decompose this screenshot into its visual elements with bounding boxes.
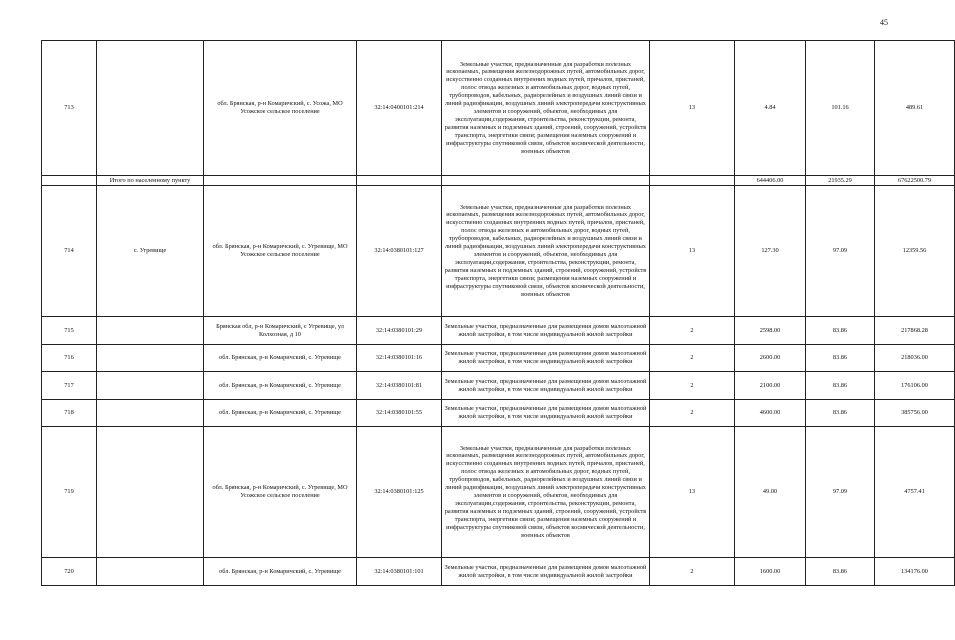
address-cell: обл. Брянская, р-н Комаричский, с. Угревище — [204, 345, 357, 372]
address-cell — [204, 176, 357, 186]
cadastral-value-table — [41, 40, 955, 586]
row-number-cell: 714 — [42, 186, 97, 317]
zone-group-cell: 13 — [650, 186, 735, 317]
cadastral-value-cell: 4757.41 — [875, 427, 955, 558]
table-row — [42, 372, 955, 400]
area-cell: 2600.00 — [735, 345, 806, 372]
land-purpose-cell: Земельные участки, предназначенные для размещения домов малоэтажной жилой застройки, в том числе индивидуальной жилой застройки — [442, 345, 650, 372]
land-purpose-cell: Земельные участки, предназначенные для размещения домов малоэтажной жилой застройки, в том числе индивидуальной жилой застройки — [442, 317, 650, 345]
address-cell: обл. Брянская, р-н Комаричский, с. Усожа, МО Усожское сельское поселение — [204, 41, 357, 176]
land-purpose-cell: Земельные участки, предназначенные для размещения домов малоэтажной жилой застройки, в том числе индивидуальной жилой застройки — [442, 372, 650, 400]
cadastral-value-cell: 176106.00 — [875, 372, 955, 400]
subtotal-label: Итого по населенному пункту — [97, 176, 204, 186]
area-cell: 127.30 — [735, 186, 806, 317]
cadastral-value-cell: 218036.00 — [875, 345, 955, 372]
area-cell: 1600.00 — [735, 558, 806, 586]
specific-value-cell: 101.16 — [806, 41, 875, 176]
row-number-cell: 713 — [42, 41, 97, 176]
specific-value-cell: 97.09 — [806, 427, 875, 558]
cadastral-number-cell: 32:14:0380101:81 — [357, 372, 442, 400]
cadastral-value-cell: 12359.56 — [875, 186, 955, 317]
land-purpose-cell — [442, 176, 650, 186]
locality-cell — [97, 345, 204, 372]
locality-cell — [97, 558, 204, 586]
specific-value-cell: 97.09 — [806, 186, 875, 317]
address-cell: обл. Брянская, р-н Комаричский, с. Угревище — [204, 372, 357, 400]
table-row — [42, 317, 955, 345]
row-number-cell: 720 — [42, 558, 97, 586]
land-purpose-cell: Земельные участки, предназначенные для размещения домов малоэтажной жилой застройки, в том числе индивидуальной жилой застройки — [442, 558, 650, 586]
zone-group-cell — [650, 176, 735, 186]
cadastral-number-cell: 32:14:0400101:214 — [357, 41, 442, 176]
cadastral-number-cell: 32:14:0380101:101 — [357, 558, 442, 586]
specific-value-cell: 83.86 — [806, 558, 875, 586]
zone-group-cell: 2 — [650, 345, 735, 372]
cadastral-number-cell — [357, 176, 442, 186]
cadastral-value-cell: 217868.28 — [875, 317, 955, 345]
cadastral-number-cell: 32:14:0380101:55 — [357, 400, 442, 427]
area-cell: 2100.00 — [735, 372, 806, 400]
address-cell: обл. Брянская, р-н Комаричский, с. Угревище, МО Усожское сельское поселение — [204, 186, 357, 317]
specific-value-cell: 21935.29 — [806, 176, 875, 186]
specific-value-cell: 83.86 — [806, 317, 875, 345]
locality-cell — [97, 317, 204, 345]
address-cell: Брянская обл, р-н Комаричский, с Угревище, ул Колхозная, д 10 — [204, 317, 357, 345]
cadastral-number-cell: 32:14:0380101:125 — [357, 427, 442, 558]
specific-value-cell: 83.86 — [806, 400, 875, 427]
table-row — [42, 400, 955, 427]
specific-value-cell: 83.86 — [806, 345, 875, 372]
row-number-cell: 716 — [42, 345, 97, 372]
land-purpose-cell: Земельные участки, предназначенные для разработки полезных ископаемых, размещения железнодорожных путей, автомобильных дорог, искусственно созданных внутренних водных путей, причалов, пристаней, полос отвода железных и автомобильных дорог, водных путей, трубопроводов, кабельных, радиорелейных и воздушных линий связи и линий радиофикации, воздушных линий электропередачи конструктивных элементов и сооружений, объектов, необходимых для эксплуатации,содержания, строительства, реконструкции, ремонта, развития наземных и подземных зданий, строений, сооружений, устройств транспорта, энергетики связи; размещения наземных сооружений и инфраструктуры спутниковой связи, объектов космической деятельности, военных объектов — [442, 427, 650, 558]
zone-group-cell: 13 — [650, 427, 735, 558]
area-cell: 644406.00 — [735, 176, 806, 186]
table-row — [42, 558, 955, 586]
zone-group-cell: 13 — [650, 41, 735, 176]
cadastral-value-cell: 134176.00 — [875, 558, 955, 586]
row-number-cell: 715 — [42, 317, 97, 345]
cadastral-number-cell: 32:14:0380101:127 — [357, 186, 442, 317]
cadastral-value-cell: 385756.00 — [875, 400, 955, 427]
specific-value-cell: 83.86 — [806, 372, 875, 400]
cadastral-value-cell: 489.61 — [875, 41, 955, 176]
land-purpose-cell: Земельные участки, предназначенные для разработки полезных ископаемых, размещения железнодорожных путей, автомобильных дорог, искусственно созданных внутренних водных путей, причалов, пристаней, полос отвода железных и автомобильных дорог, водных путей, трубопроводов, кабельных, радиорелейных и воздушных линий связи и линий радиофикации, воздушных линий электропередачи конструктивных элементов и сооружений, объектов, необходимых для эксплуатации,содержания, строительства, реконструкции, ремонта, развития наземных и подземных зданий, строений, сооружений, устройств транспорта, энергетики связи; размещения наземных сооружений и инфраструктуры спутниковой связи, объектов космической деятельности, военных объектов — [442, 186, 650, 317]
locality-cell — [97, 427, 204, 558]
zone-group-cell: 2 — [650, 400, 735, 427]
address-cell: обл. Брянская, р-н Комаричский, с. Угревище, МО Усожское сельское поселение — [204, 427, 357, 558]
row-number-cell — [42, 176, 97, 186]
row-number-cell: 718 — [42, 400, 97, 427]
table-row — [42, 186, 955, 317]
area-cell: 4.84 — [735, 41, 806, 176]
zone-group-cell: 2 — [650, 558, 735, 586]
subtotal-row — [42, 176, 955, 186]
table-row — [42, 345, 955, 372]
land-purpose-cell: Земельные участки, предназначенные для размещения домов малоэтажной жилой застройки, в том числе индивидуальной жилой застройки — [442, 400, 650, 427]
locality-cell — [97, 41, 204, 176]
table-row — [42, 41, 955, 176]
cadastral-value-cell: 67622500.79 — [875, 176, 955, 186]
area-cell: 2598.00 — [735, 317, 806, 345]
locality-cell — [97, 372, 204, 400]
land-purpose-cell: Земельные участки, предназначенные для разработки полезных ископаемых, размещения железнодорожных путей, автомобильных дорог, искусственно созданных внутренних водных путей, причалов, пристаней, полос отвода железных и автомобильных дорог, водных путей, трубопроводов, кабельных, радиорелейных и воздушных линий связи и линий радиофикации, воздушных линий электропередачи конструктивных элементов и сооружений, объектов, необходимых для эксплуатации,содержания, строительства, реконструкции, ремонта, развития наземных и подземных зданий, строений, сооружений, устройств транспорта, энергетики связи; размещения наземных сооружений и инфраструктуры спутниковой связи, объектов космической деятельности, военных объектов — [442, 41, 650, 176]
cadastral-number-cell: 32:14:0380101:16 — [357, 345, 442, 372]
area-cell: 4600.00 — [735, 400, 806, 427]
cadastral-number-cell: 32:14:0380101:29 — [357, 317, 442, 345]
address-cell: обл. Брянская, р-н Комаричский, с. Угревище — [204, 558, 357, 586]
row-number-cell: 719 — [42, 427, 97, 558]
zone-group-cell: 2 — [650, 317, 735, 345]
locality-cell: с. Угревище — [97, 186, 204, 317]
table-row — [42, 427, 955, 558]
page-number: 45 — [880, 18, 888, 27]
address-cell: обл. Брянская, р-н Комаричский, с. Угревище — [204, 400, 357, 427]
row-number-cell: 717 — [42, 372, 97, 400]
zone-group-cell: 2 — [650, 372, 735, 400]
area-cell: 49.00 — [735, 427, 806, 558]
locality-cell — [97, 400, 204, 427]
